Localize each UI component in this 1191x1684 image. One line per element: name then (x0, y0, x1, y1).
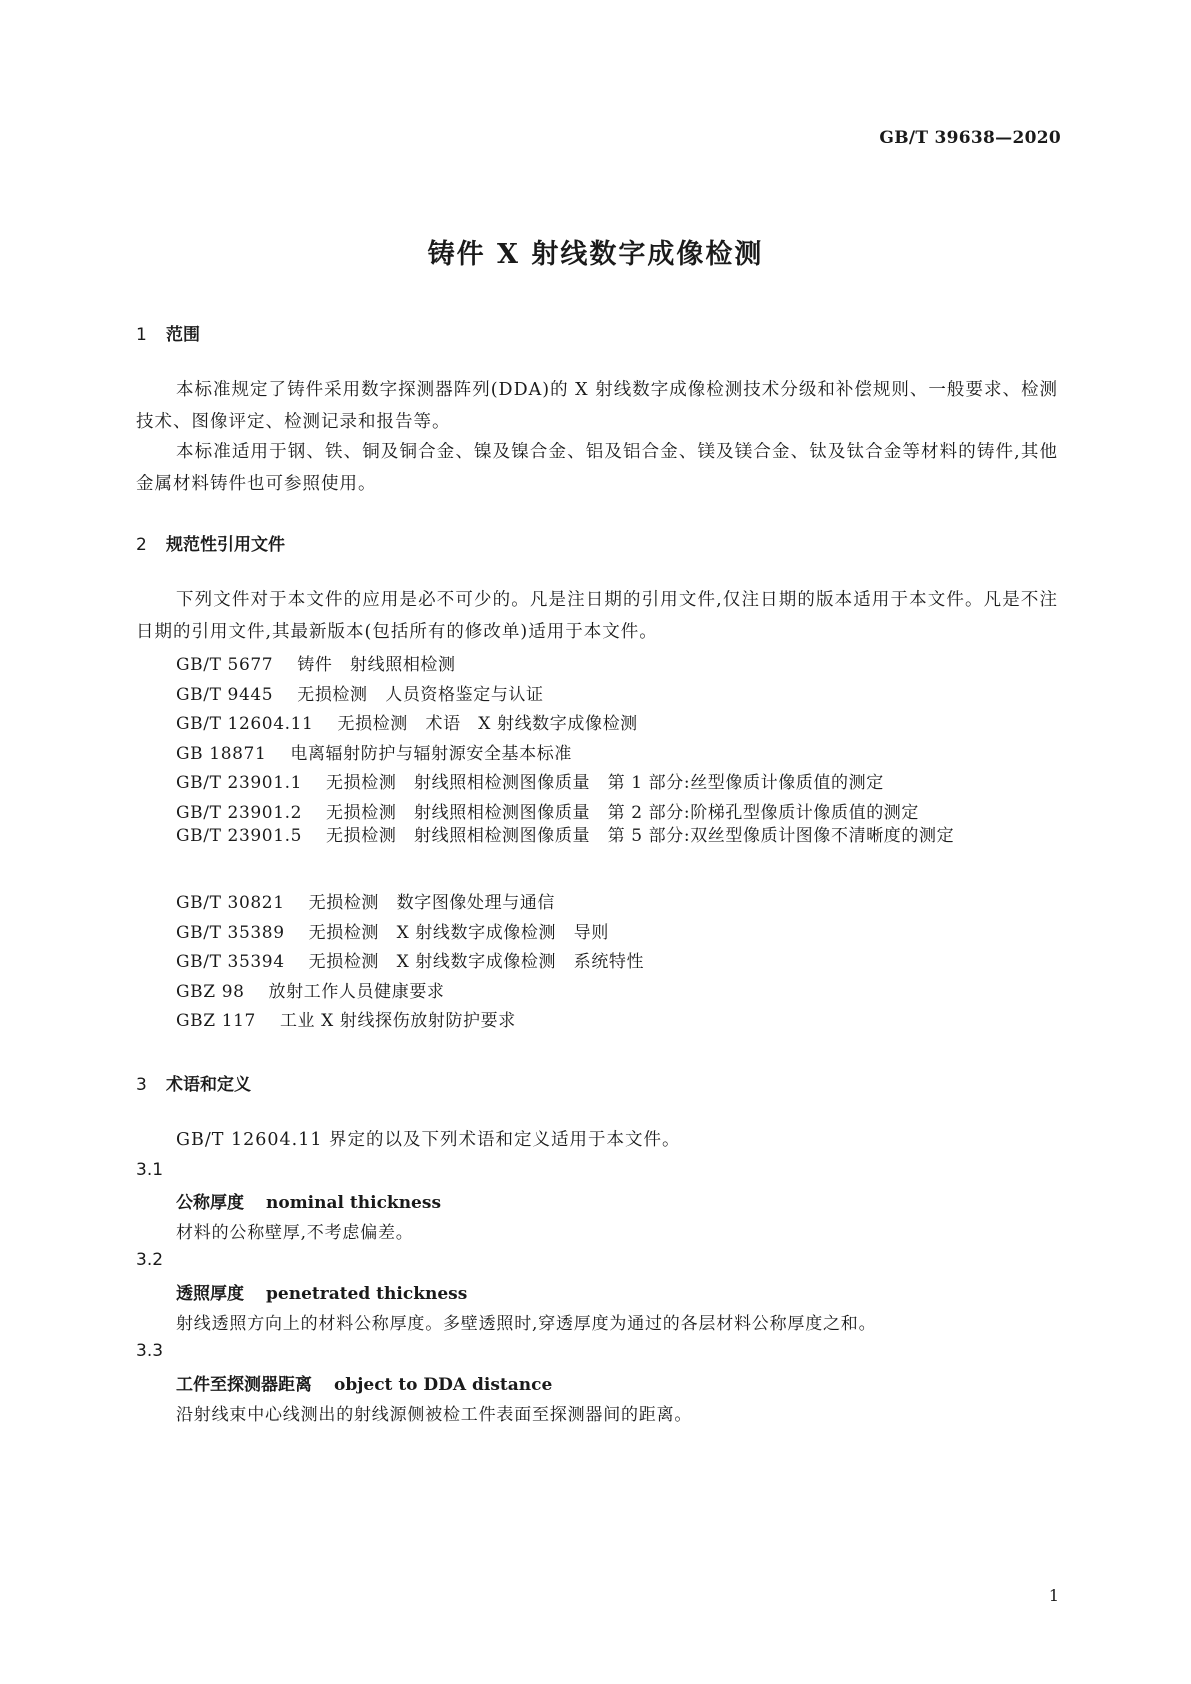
reference-code: GB/T 35394 (176, 952, 285, 972)
term-number: 3.3 (136, 1341, 164, 1361)
reference-title: 放射工作人员健康要求 (268, 982, 445, 1002)
reference-code: GB/T 12604.11 (176, 714, 314, 734)
reference-title: 无损检测 X 射线数字成像检测 导则 (308, 923, 609, 943)
reference-code: GBZ 117 (176, 1011, 256, 1031)
paragraph: 下列文件对于本文件的应用是必不可少的。凡是注日期的引用文件,仅注日期的版本适用于本文件。凡是不注日期的引用文件,其最新版本(包括所有的修改单)适用于本文件。 (136, 590, 1058, 642)
reference-item (176, 709, 638, 734)
section-title: 规范性引用文件 (166, 535, 285, 555)
reference-title: 工业 X 射线探伤放射防护要求 (279, 1011, 516, 1031)
paragraph: 本标准规定了铸件采用数字探测器阵列(DDA)的 X 射线数字成像检测技术分级和补偿规则、一般要求、检测技术、图像评定、检测记录和报告等。 (136, 380, 1058, 432)
reference-code: GB/T 30821 (176, 893, 285, 913)
reference-title: 无损检测 人员资格鉴定与认证 (297, 685, 544, 705)
document-title: 铸件 X 射线数字成像检测 (427, 239, 764, 270)
reference-code: GB/T 35389 (176, 923, 285, 943)
reference-item (176, 1006, 516, 1031)
reference-code: GBZ 98 (176, 982, 245, 1002)
reference-item (176, 650, 456, 675)
reference-code: GB/T 9445 (176, 685, 274, 705)
term-name-zh: 透照厚度 (176, 1284, 244, 1304)
reference-item (176, 680, 544, 705)
reference-item (176, 947, 644, 972)
reference-code: GB 18871 (176, 744, 267, 764)
section-number: 3 (136, 1075, 147, 1095)
reference-item (176, 977, 445, 1002)
reference-code: GB/T 23901.2 (176, 803, 303, 823)
paragraph: 本标准适用于钢、铁、铜及铜合金、镍及镍合金、铝及铝合金、镁及镁合金、钛及钛合金等材料的铸件,其他金属材料铸件也可参照使用。 (136, 442, 1058, 494)
reference-code: GB/T 23901.1 (176, 773, 303, 793)
term-number: 3.2 (136, 1250, 164, 1270)
term-number: 3.1 (136, 1160, 164, 1180)
reference-title: 无损检测 术语 X 射线数字成像检测 (337, 714, 638, 734)
reference-item (176, 768, 884, 793)
section-number: 1 (136, 325, 147, 345)
page-number: 1 (1048, 1586, 1059, 1605)
term-name-en: penetrated thickness (266, 1284, 468, 1304)
term-definition: 射线透照方向上的材料公称厚度。多壁透照时,穿透厚度为通过的各层材料公称厚度之和。 (176, 1314, 877, 1334)
standard-number: GB/T 39638—2020 (879, 128, 1061, 148)
paragraph: GB/T 12604.11 界定的以及下列术语和定义适用于本文件。 (176, 1130, 681, 1150)
reference-title: 无损检测 射线照相检测图像质量 第 2 部分:阶梯孔型像质计像质值的测定 (326, 803, 919, 823)
section-title: 范围 (166, 325, 200, 345)
reference-code: GB/T 5677 (176, 655, 274, 675)
term-definition: 材料的公称壁厚,不考虑偏差。 (176, 1223, 414, 1243)
section-number: 2 (136, 535, 147, 555)
reference-item (176, 739, 572, 764)
section-1-heading (136, 320, 200, 345)
term-name-zh: 工件至探测器距离 (176, 1375, 312, 1395)
reference-title: 无损检测 X 射线数字成像检测 系统特性 (308, 952, 645, 972)
reference-title: 无损检测 数字图像处理与通信 (308, 893, 556, 913)
term-name (176, 1370, 552, 1395)
term-name-zh: 公称厚度 (176, 1193, 244, 1213)
section-3-heading (136, 1070, 251, 1095)
reference-title: 无损检测 射线照相检测图像质量 第 5 部分:双丝型像质计图像不清晰度的测定 (326, 826, 955, 846)
term-name-en: nominal thickness (266, 1193, 442, 1213)
reference-code: GB/T 23901.5 (176, 826, 303, 846)
reference-item (176, 918, 609, 943)
term-name (176, 1188, 441, 1213)
reference-item (136, 820, 1058, 852)
term-name-en: object to DDA distance (334, 1375, 553, 1395)
reference-title: 电离辐射防护与辐射源安全基本标准 (290, 744, 572, 764)
reference-title: 无损检测 射线照相检测图像质量 第 1 部分:丝型像质计像质值的测定 (326, 773, 884, 793)
reference-item (176, 888, 555, 913)
term-name (176, 1279, 467, 1304)
reference-title: 铸件 射线照相检测 (297, 655, 456, 675)
section-title: 术语和定义 (166, 1075, 251, 1095)
term-definition: 沿射线束中心线测出的射线源侧被检工件表面至探测器间的距离。 (176, 1405, 693, 1425)
section-2-heading (136, 530, 285, 555)
